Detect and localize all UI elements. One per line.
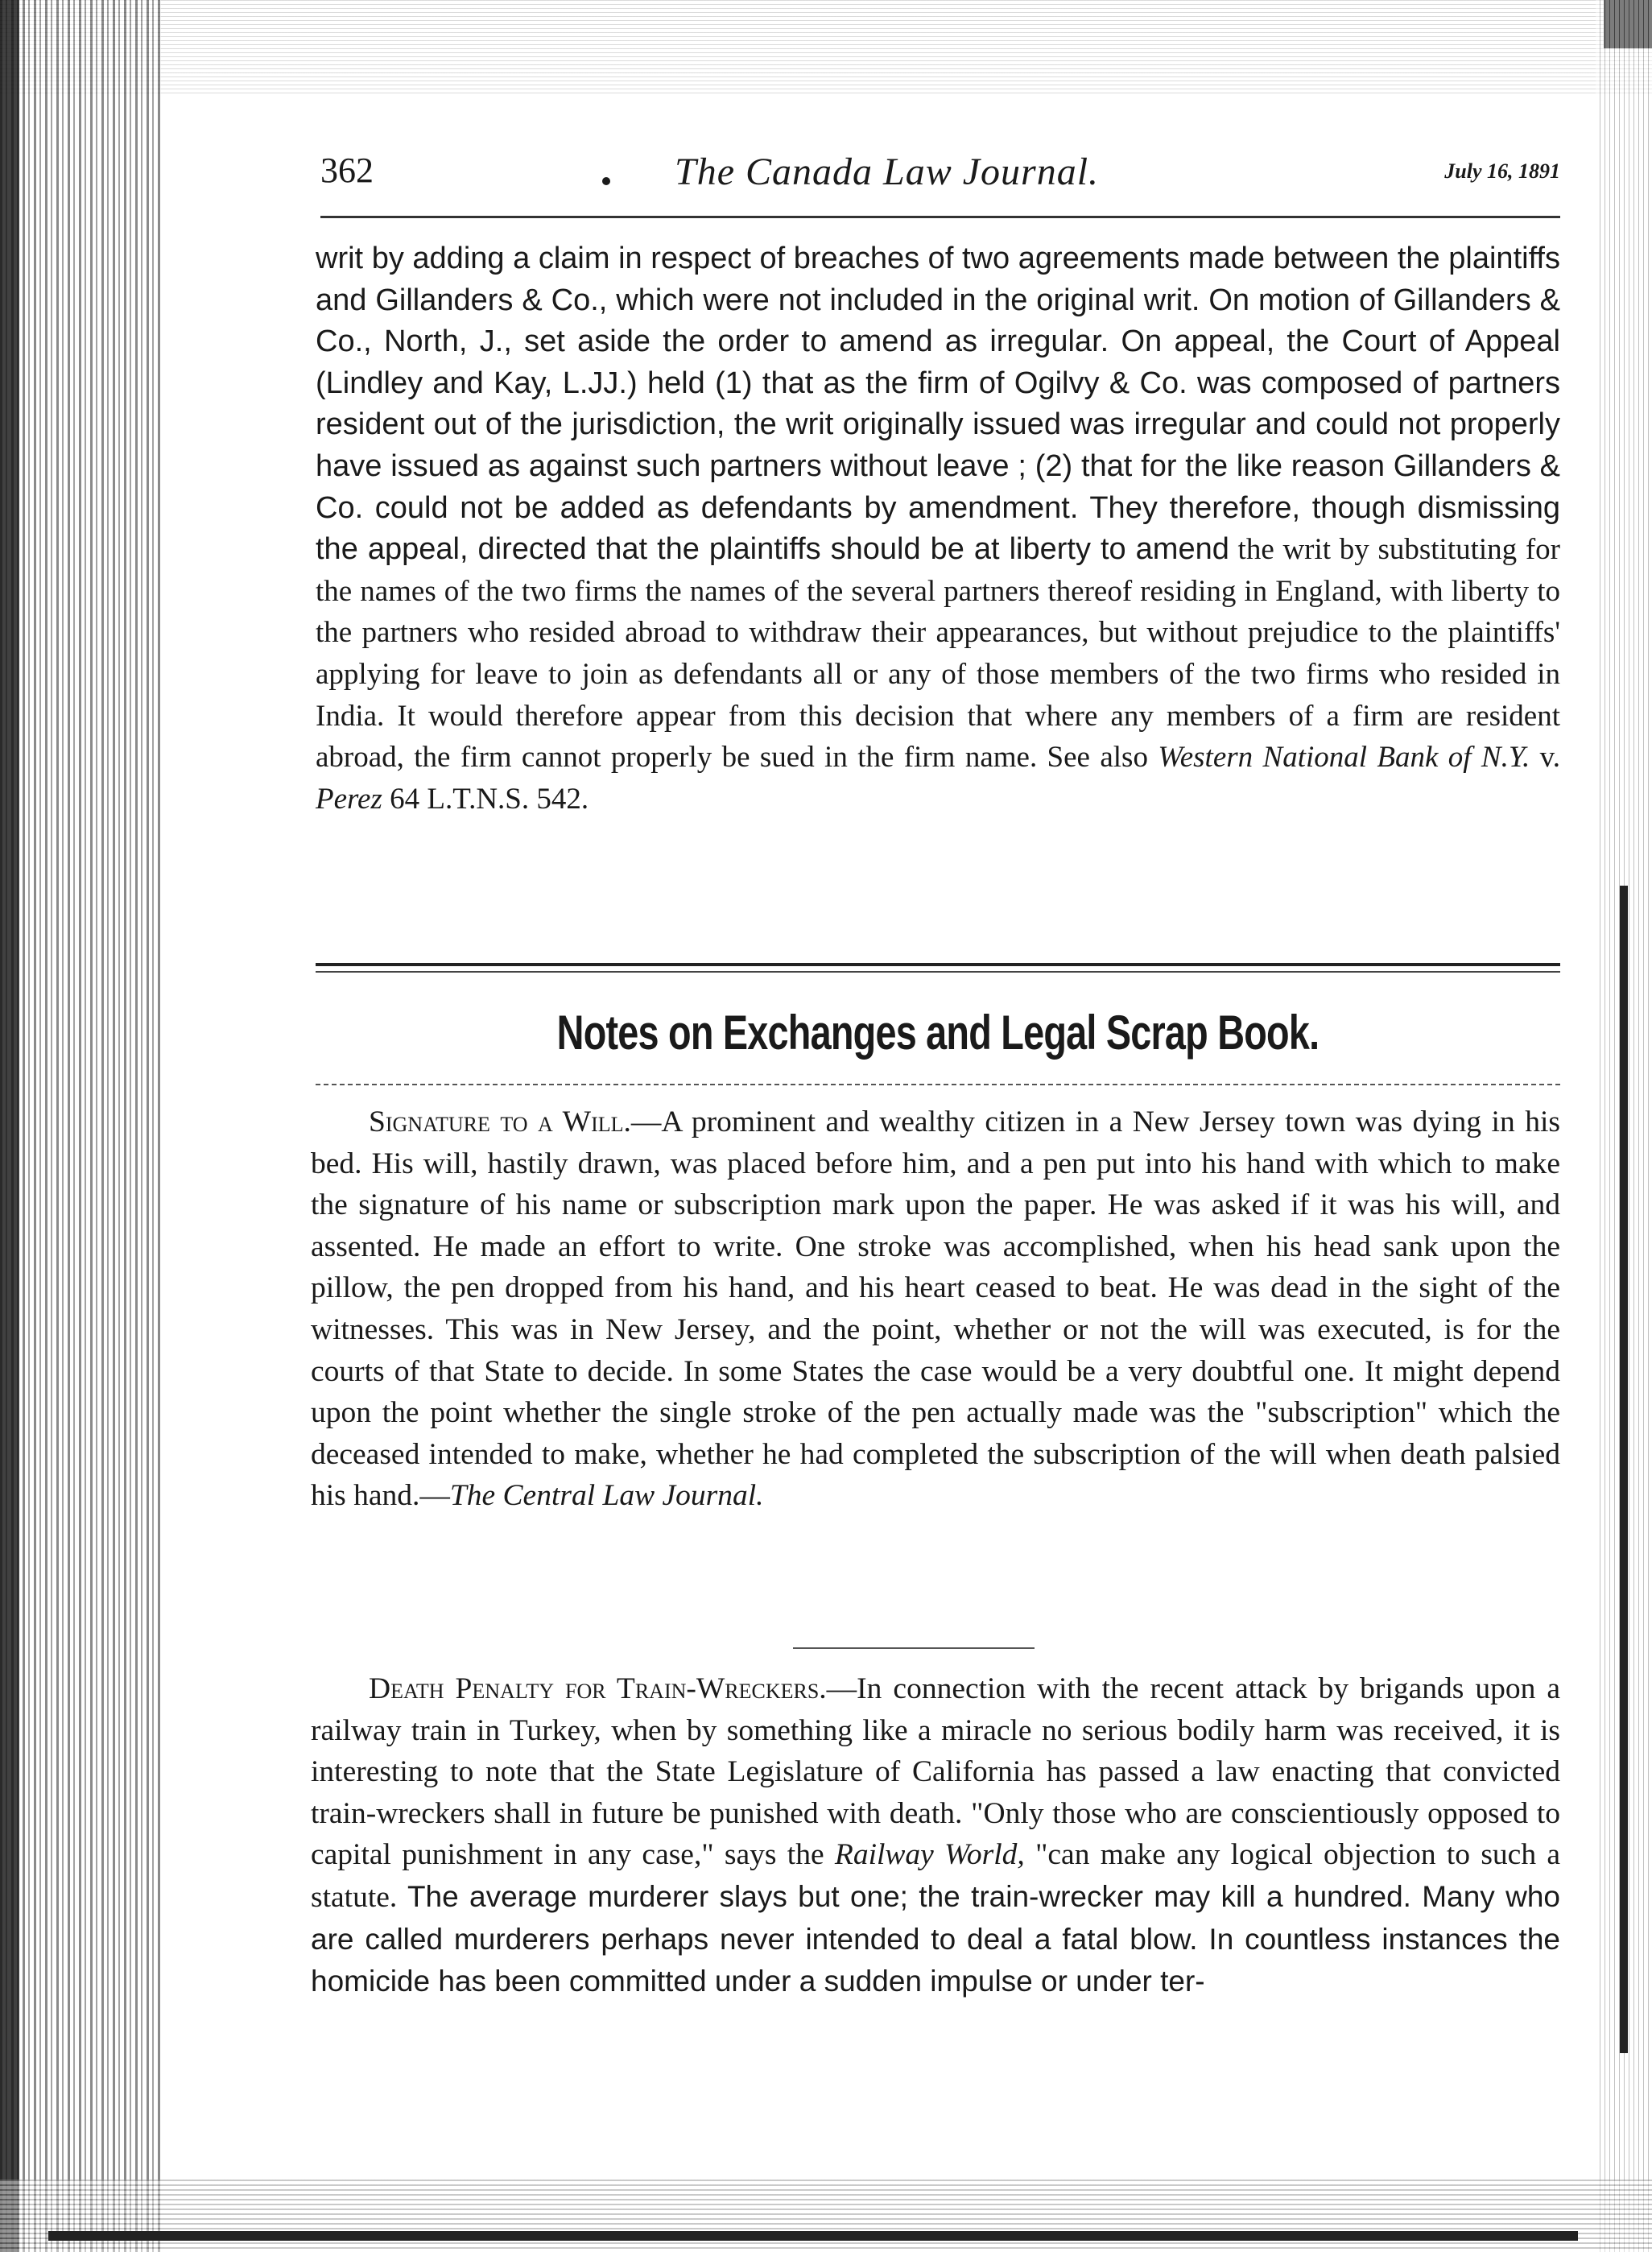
page-number: 362 [320, 151, 374, 190]
continuation-text-start: writ by adding a claim in respect of breaches of two agreements made between the plaintiffs and Gillanders & Co., which were not included in the original writ. On motion of Gillanders & Co., North, J., set aside the order to amend as irregular. On appeal, the Court of Appeal (Lindley and Kay, L.JJ.) held (1) that as the firm of Ogilvy & Co. was composed of partners resident out of the jurisdiction, the writ originally issued was irregular and could not properly have issued as against such partners without leave ; (2) that for the like reason Gillanders & Co. could not be added as defendants by amendment. They therefore, though dismissing the appeal, directed that the plaintiffs should be at liberty to amend [316, 242, 1560, 567]
header-dot [602, 177, 610, 185]
article-1-body: —A prominent and wealthy citizen in a New Jersey town was dying in his bed. His will, hastily drawn, was placed before him, and a pen put into his hand with which to make the signature of his name or subscription mark upon the paper. He was asked if it was his will, and assented. He made an effort to write. One stroke was accomplished, when his head sank upon the pillow, the pen dropped from his hand, and his heart ceased to beat. He was dead in the sight of the witnesses. This was in New Jersey, and the point, whether or not the will was executed, is for the courts of that State to decide. In some States the case would be a very doubtful one. It might depend upon the point whether the single stroke of the pen actually made was the "subscription" which the deceased intended to make, whether he had completed the subscription of the will when death palsied his hand.— [311, 1105, 1560, 1513]
article-2-source: Railway World, [834, 1838, 1025, 1872]
article-2-body-start: —In connection with the recent attack by brigands upon a railway train in Turkey, when by something like a miracle no serious bodily harm was received, it is interesting to note that the State Legislature of California has passed a law enacting that convicted train-wreckers shall in future be punished with death. "Only those who are conscientiously opposed to capital punishment in any case," says the [311, 1672, 1560, 1872]
article-2-body-rest: "can make any logical objection to such a statute. [311, 1838, 1561, 1914]
continuation-paragraph [316, 238, 1560, 820]
section-heading: Notes on Exchanges and Legal Scrap Book. [556, 1006, 1320, 1060]
article-2-body-latter: The average murderer slays but one; the train-wrecker may kill a hundred. Many who are called murderers perhaps never intended to deal a fatal blow. In countless instances the homicide has been committed under a sudden impulse or under ter- [311, 1879, 1560, 1998]
article-signature-to-a-will [311, 1101, 1560, 1517]
running-head [320, 145, 1560, 201]
citation-case-name: Western National Bank of N.Y. [1158, 741, 1530, 775]
issue-date: July 16, 1891 [1444, 159, 1560, 183]
section-heading-rule [316, 1084, 1560, 1085]
header-rule [320, 216, 1560, 218]
scan-edge-bottom [0, 2180, 1652, 2252]
scan-binding-shadow [0, 0, 19, 2252]
scan-binding-edge [0, 0, 161, 2252]
scan-edge-top [0, 0, 1652, 97]
citation-party: Perez [316, 782, 382, 816]
citation-versus: v. [1530, 741, 1561, 775]
section-rule-thick [316, 963, 1560, 966]
article-death-penalty-train-wreckers [311, 1668, 1560, 2003]
scan-edge-right-shadow [1620, 886, 1628, 2053]
article-2-lead: Death Penalty for Train-Wreckers. [369, 1672, 827, 1705]
section-rule-thin [316, 971, 1560, 973]
scan-edge-bottom-shadow [48, 2231, 1578, 2241]
continuation-text-latter: the writ by substituting for the names of the two firms the names of the several partners thereof residing in England, with liberty to the partners who resided abroad to withdraw their appearances, but without prejudice to the plaintiffs' applying for leave to join as defendants all or any of those members of the two firms who resided in India. It would therefore appear from this decision that where any members of a firm are resident abroad, the firm cannot properly be sued in the firm name. See also [316, 533, 1560, 775]
article-1-source: The Central Law Journal. [449, 1479, 764, 1513]
journal-title: The Canada Law Journal. [675, 151, 1100, 193]
article-1-lead: Signature to a Will. [369, 1105, 631, 1138]
article-separator-rule [793, 1647, 1035, 1649]
citation-reference: 64 L.T.N.S. 542. [382, 782, 589, 816]
